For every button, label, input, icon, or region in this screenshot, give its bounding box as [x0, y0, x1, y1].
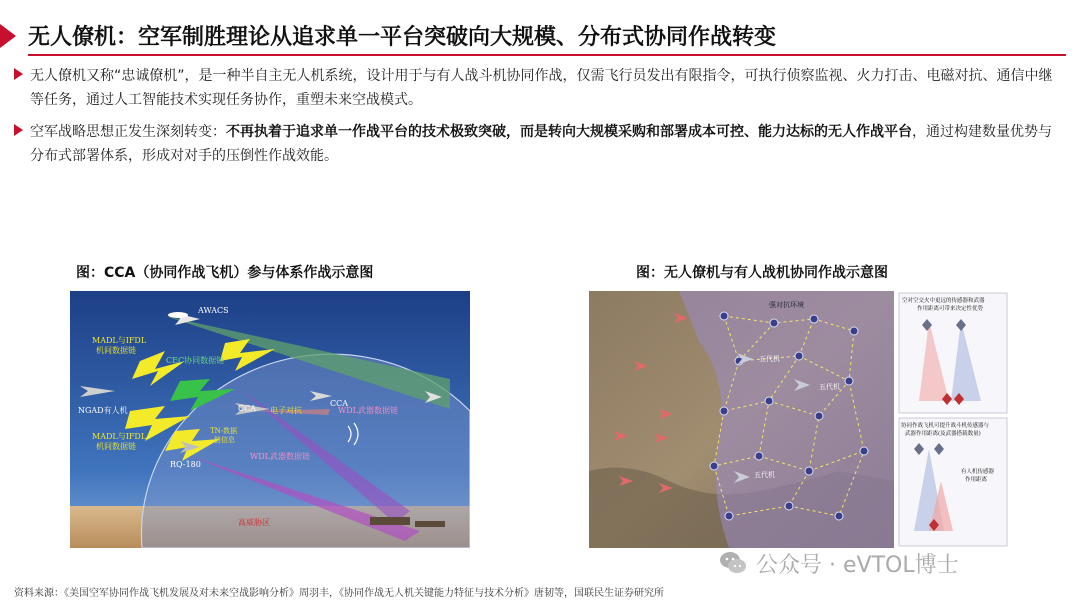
bullet-marker-icon — [14, 124, 23, 136]
figure-caption-left: 图：CCA（协同作战飞机）参与体系作战示意图 — [76, 265, 374, 281]
watermark-text: 公众号 · eVTOL博士 — [756, 552, 959, 578]
env-label: 强对抗环境 — [769, 301, 804, 309]
gen5-label-a: 五代机 — [759, 355, 780, 363]
gen5-label-c: 五代机 — [754, 471, 775, 479]
ngad-label: NGAD有人机 — [78, 406, 128, 415]
bullet-paragraph-2 — [14, 120, 1064, 168]
title-marker-icon — [0, 24, 16, 48]
bullet-text — [14, 120, 1064, 168]
figure-caption-right: 图：无人僚机与有人战机协同作战示意图 — [636, 265, 888, 281]
madl-bottom-label-2: 机间数据链 — [96, 442, 136, 451]
madl-bottom-label-1: MADL与IFDL — [92, 432, 147, 441]
box2-title-1: 协同作战飞机可提升战斗机传感器与 — [901, 423, 990, 429]
cca-label-right: CCA — [330, 399, 349, 408]
rq180-label: RQ-180 — [170, 460, 201, 469]
figure-cca-system — [70, 291, 470, 548]
wdl-mid-label: WDL武器数据链 — [250, 452, 310, 461]
cca-diagram-image — [70, 291, 470, 548]
bullet-marker-icon — [14, 68, 23, 80]
watermark — [718, 546, 959, 580]
cec-label: CEC协同数据链 — [166, 356, 225, 365]
box2-note-1: 有人机传感器 — [961, 469, 995, 475]
title-bar — [0, 14, 1080, 58]
box2-title-2: 武器作用距离(及武器搭载数量) — [905, 431, 981, 437]
madl-top-label-2: 机间数据链 — [96, 346, 136, 355]
cca-label-left: CCA — [238, 404, 257, 413]
bullet-lead: 空军战略思想正发生深刻转变： — [30, 124, 226, 140]
tn-label-1: TN-数据 — [210, 427, 238, 435]
threat-zone-label: 高威胁区 — [238, 518, 270, 527]
bullet-paragraph-1 — [14, 64, 1064, 112]
awacs-label: AWACS — [198, 306, 229, 315]
wechat-icon — [718, 548, 748, 578]
box1-title-2: 作用距离可带来决定性优势 — [917, 306, 984, 312]
title-underline — [28, 54, 1066, 56]
box2-note-2: 作用距离 — [965, 477, 988, 483]
source-footnote: 资料来源：《美国空军协同作战飞机发展及对未来空战影响分析》周羽丰，《协同作战无人机关键能力特征与技术分析》唐韧等，国联民生证券研究所 — [14, 588, 664, 599]
bullet-emphasis: 不再执着于追求单一作战平台的技术极致突破，而是转向大规模采购和部署成本可控、能力达标的无人作战平台 — [226, 124, 912, 140]
gen5-label-b: 五代机 — [819, 383, 840, 391]
page-title: 无人僚机：空军制胜理论从追求单一平台突破向大规模、分布式协同作战转变 — [28, 25, 777, 50]
figure-manned-unmanned — [589, 291, 1010, 548]
tn-label-2: 链信息 — [214, 436, 235, 444]
box1-title-1: 空对空交火中更远的传感器和武器 — [902, 298, 985, 304]
ew-label: 电子对抗 — [270, 406, 302, 415]
bullet-text: 无人僚机又称“忠诚僚机”，是一种半自主无人机系统，设计用于与有人战斗机协同作战，仅需飞行员发出有限指令，可执行侦察监视、火力打击、电磁对抗、通信中继等任务，通过人工智能技术实现任务协作，重塑未来空战模式。 — [30, 68, 1053, 108]
bullet-tail: ，通过构建数量优势与分布式部署体系，形成对对手的压倒性作战效能。 — [30, 124, 1052, 164]
madl-top-label-1: MADL与IFDL — [92, 336, 147, 345]
manned-unmanned-diagram-image — [589, 291, 1010, 548]
wdl-top-label: WDL武器数据链 — [338, 406, 398, 415]
